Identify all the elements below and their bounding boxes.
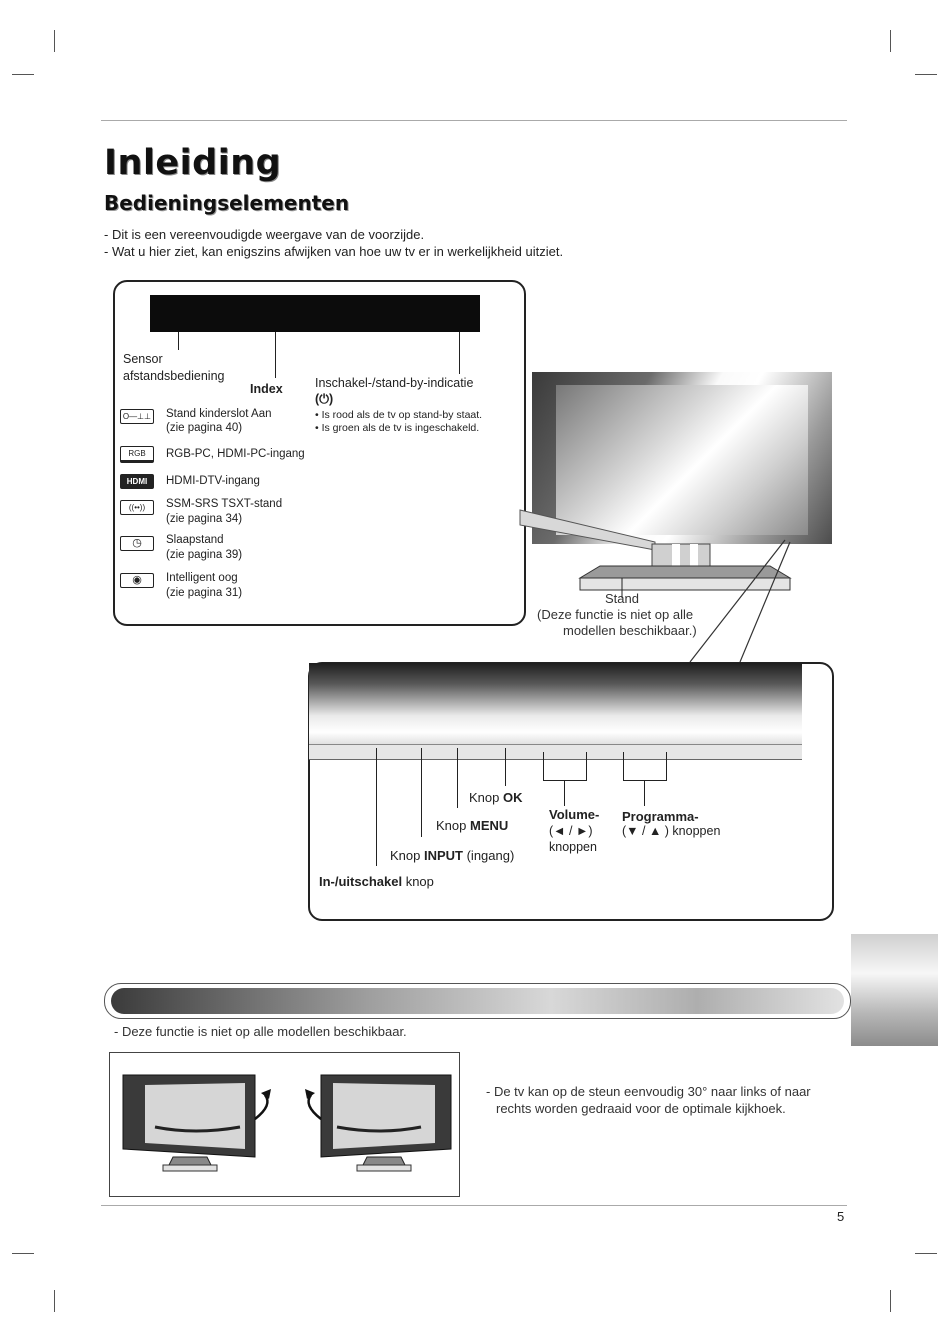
- power-symbol: (⏻): [315, 392, 334, 406]
- key-lock-icon: O—⊥⊥: [120, 409, 154, 424]
- indicator-green-note: • Is groen als de tv is ingeschakeld.: [315, 422, 480, 434]
- crop-mark: [12, 74, 34, 75]
- button-strip: [309, 744, 802, 760]
- menu-prefix: Knop: [436, 818, 470, 833]
- section-banner: [104, 983, 851, 1019]
- indicator-label: SSM-SRS TSXT-stand: [166, 498, 283, 510]
- stand-note-2: modellen beschikbaar.): [563, 623, 697, 638]
- volume-pointer: [564, 780, 565, 806]
- menu-button-pointer: [457, 748, 458, 808]
- indicator-ref: (zie pagina 40): [166, 422, 243, 434]
- intro-line-2: - Wat u hier ziet, kan enigszins afwijken van hoe uw tv er in werkelijkheid uitziet.: [104, 244, 564, 259]
- swivel-illustration: [115, 1065, 455, 1180]
- sensor-label: Sensor: [123, 352, 163, 366]
- footer-rule: [101, 1205, 847, 1206]
- power-button-label: [319, 874, 434, 890]
- crop-mark: [12, 1253, 34, 1254]
- power-button-pointer: [376, 748, 377, 866]
- index-pointer: [275, 332, 276, 378]
- menu-button-label: [436, 818, 508, 834]
- sensor-label-2: afstandsbediening: [123, 369, 225, 383]
- power-suffix: knop: [402, 874, 434, 889]
- crop-mark: [890, 30, 891, 52]
- input-button-pointer: [421, 748, 422, 837]
- side-tab: [851, 934, 938, 1046]
- crop-mark: [54, 30, 55, 52]
- hdmi-icon: HDMI: [120, 474, 154, 489]
- power-indicator-label: Inschakel-/stand-by-indicatie: [315, 376, 474, 390]
- swivel-desc-2: rechts worden gedraaid voor de optimale kijkhoek.: [496, 1101, 786, 1116]
- banner-fill: [111, 988, 844, 1014]
- swivel-desc-1: - De tv kan op de steun eenvoudig 30° naar links of naar: [486, 1084, 811, 1099]
- header-rule: [101, 120, 847, 121]
- page-title: Inleiding: [104, 143, 282, 183]
- input-name: INPUT: [423, 848, 463, 863]
- indicator-label: Intelligent oog: [166, 572, 238, 584]
- front-bezel-strip: [150, 295, 480, 332]
- crop-mark: [890, 1290, 891, 1312]
- crop-mark: [915, 1253, 937, 1254]
- indicator-label: RGB-PC, HDMI-PC-ingang: [166, 448, 305, 460]
- program-label: Programma-: [622, 809, 699, 824]
- indicator-red-note: • Is rood als de tv op stand-by staat.: [315, 409, 483, 421]
- page-number: 5: [837, 1209, 845, 1224]
- input-button-label: [390, 848, 514, 864]
- volume-arrows: (◄ / ►): [549, 824, 593, 838]
- index-label: Index: [250, 382, 283, 396]
- program-bracket: [666, 752, 667, 780]
- swivel-note: - Deze functie is niet op alle modellen beschikbaar.: [114, 1024, 407, 1039]
- sensor-pointer: [178, 332, 179, 350]
- program-bracket: [623, 780, 667, 781]
- indicator-ref: (zie pagina 34): [166, 513, 243, 525]
- indicator-ref: (zie pagina 31): [166, 587, 243, 599]
- intro-line-1: - Dit is een vereenvoudigde weergave van de voorzijde.: [104, 227, 425, 242]
- indicator-label: Stand kinderslot Aan: [166, 408, 272, 420]
- ok-name: OK: [502, 790, 523, 805]
- ok-button-label: [469, 790, 522, 806]
- program-pointer: [644, 780, 645, 806]
- rgb-icon: RGB: [120, 446, 154, 463]
- eye-icon: ◉: [120, 573, 154, 588]
- crop-mark: [915, 74, 937, 75]
- volume-bracket: [586, 752, 587, 780]
- program-bracket: [623, 752, 624, 780]
- menu-name: MENU: [469, 818, 509, 833]
- indicator-ref: (zie pagina 39): [166, 549, 243, 561]
- volume-bracket: [543, 780, 587, 781]
- volume-suffix: knoppen: [549, 840, 597, 854]
- crop-mark: [54, 1290, 55, 1312]
- ok-button-pointer: [505, 748, 506, 786]
- power-indicator-pointer: [459, 332, 460, 374]
- section-subtitle: Bedieningselementen: [104, 191, 350, 215]
- power-name: In-/uitschakel: [319, 874, 403, 889]
- program-arrows: (▼ / ▲ ) knoppen: [622, 824, 721, 838]
- sleep-icon: ◷: [120, 536, 154, 551]
- indicator-label: Slaapstand: [166, 534, 224, 546]
- input-suffix: (ingang): [462, 848, 515, 863]
- stand-label: Stand: [605, 591, 639, 606]
- volume-bracket: [543, 752, 544, 780]
- input-prefix: Knop: [390, 848, 424, 863]
- volume-label: Volume-: [549, 807, 600, 822]
- tv-stand-and-callouts: [500, 480, 840, 670]
- ok-prefix: Knop: [469, 790, 503, 805]
- srs-icon: ((••)): [120, 500, 154, 515]
- stand-note: (Deze functie is niet op alle: [537, 607, 694, 622]
- indicator-label: HDMI-DTV-ingang: [166, 475, 260, 487]
